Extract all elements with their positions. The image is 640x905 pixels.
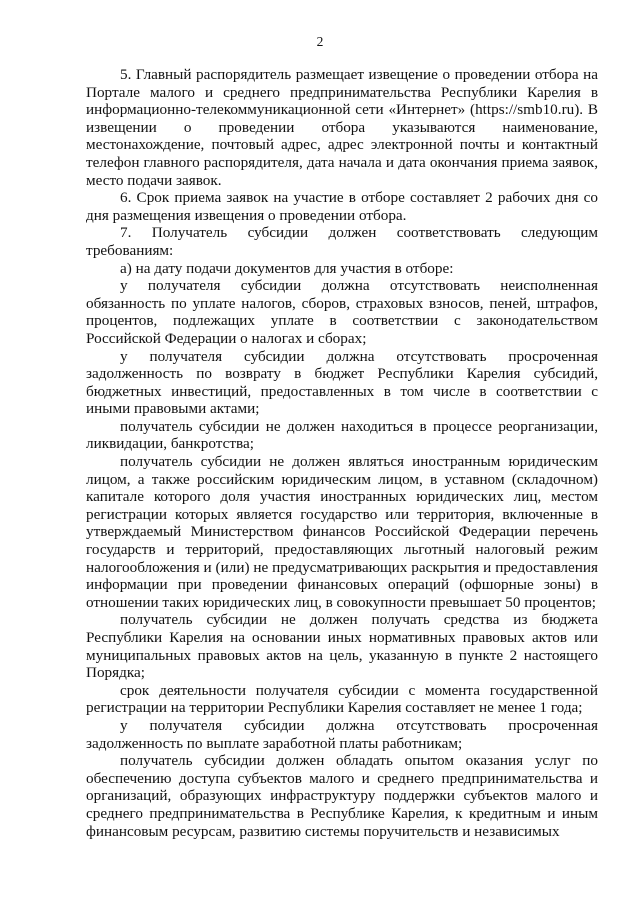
requirement-no-other-funding: получатель субсидии не должен получать средства из бюджета Республики Карелия на основании иных нормативных правовых актов или муниципальных правовых актов на цель, указанную в пункте 2 настоящего Порядка; bbox=[86, 611, 598, 682]
paragraph-6-application-period: 6. Срок приема заявок на участие в отборе составляет 2 рабочих дня со дня размещения извещения о проведении отбора. bbox=[86, 189, 598, 224]
requirement-no-reorganization: получатель субсидии не должен находиться в процессе реорганизации, ликвидации, банкротства; bbox=[86, 417, 598, 453]
requirement-no-wage-arrears: у получателя субсидии должна отсутствовать просроченная задолженность по выплате заработной платы работникам; bbox=[86, 716, 598, 752]
document-body bbox=[86, 66, 598, 840]
requirement-not-foreign-entity: получатель субсидии не должен являться иностранным юридическим лицом, а также российским юридическим лицом, в уставном (складочном) капитале которого доля участия иностранных юридических лиц, местом регистрации которых является государство или территория, включенные в утверждаемый Министерством финансов Российской Федерации перечень государств и территорий, предоставляющих льготный налоговый режим налогообложения и (или) не предусматривающих раскрытия и предоставления информации при проведении финансовых операций (офшорные зоны) в отношении таких юридических лиц, в совокупности превышает 50 процентов; bbox=[86, 453, 598, 611]
requirement-service-experience: получатель субсидии должен обладать опытом оказания услуг по обеспечению доступа субъектов малого и среднего предпринимательства и организаций, образующих инфраструктуру поддержки субъектов малого и среднего предпринимательства в Республике Карелия, к кредитным и иным финансовым ресурсам, развитию системы поручительств и независимых bbox=[86, 752, 598, 840]
requirement-subheading-a: а) на дату подачи документов для участия в отборе: bbox=[120, 259, 454, 277]
paragraph-5-announcement: 5. Главный распорядитель размещает извещение о проведении отбора на Портале малого и среднего предпринимательства Республики Карелия в информационно-телекоммуникационной сети «Интернет» (https://smb10.ru). В извещении о проведении отбора указываются наименование, местонахождение, почтовый адрес, адрес электронной почты и контактный телефон главного распорядителя, дата начала и дата окончания приема заявок, место подачи заявок. bbox=[86, 66, 598, 189]
paragraph-7-requirements: 7. Получатель субсидии должен соответствовать следующим требованиям: bbox=[86, 224, 598, 259]
requirement-activity-term: срок деятельности получателя субсидии с момента государственной регистрации на территории Республики Карелия составляет не менее 1 года; bbox=[86, 681, 598, 717]
requirement-no-tax-debt: у получателя субсидии должна отсутствовать неисполненная обязанность по уплате налогов, сборов, страховых взносов, пеней, штрафов, процентов, подлежащих уплате в соответствии с законодательством Российской Федерации о налогах и сборах; bbox=[86, 277, 598, 347]
requirement-no-overdue-budget-debt: у получателя субсидии должна отсутствовать просроченная задолженность по возврату в бюджет Республики Карелия субсидий, бюджетных инвестиций, предоставленных в том числе в соответствии с иными правовыми актами; bbox=[86, 347, 598, 418]
page-number: 2 bbox=[316, 34, 324, 49]
